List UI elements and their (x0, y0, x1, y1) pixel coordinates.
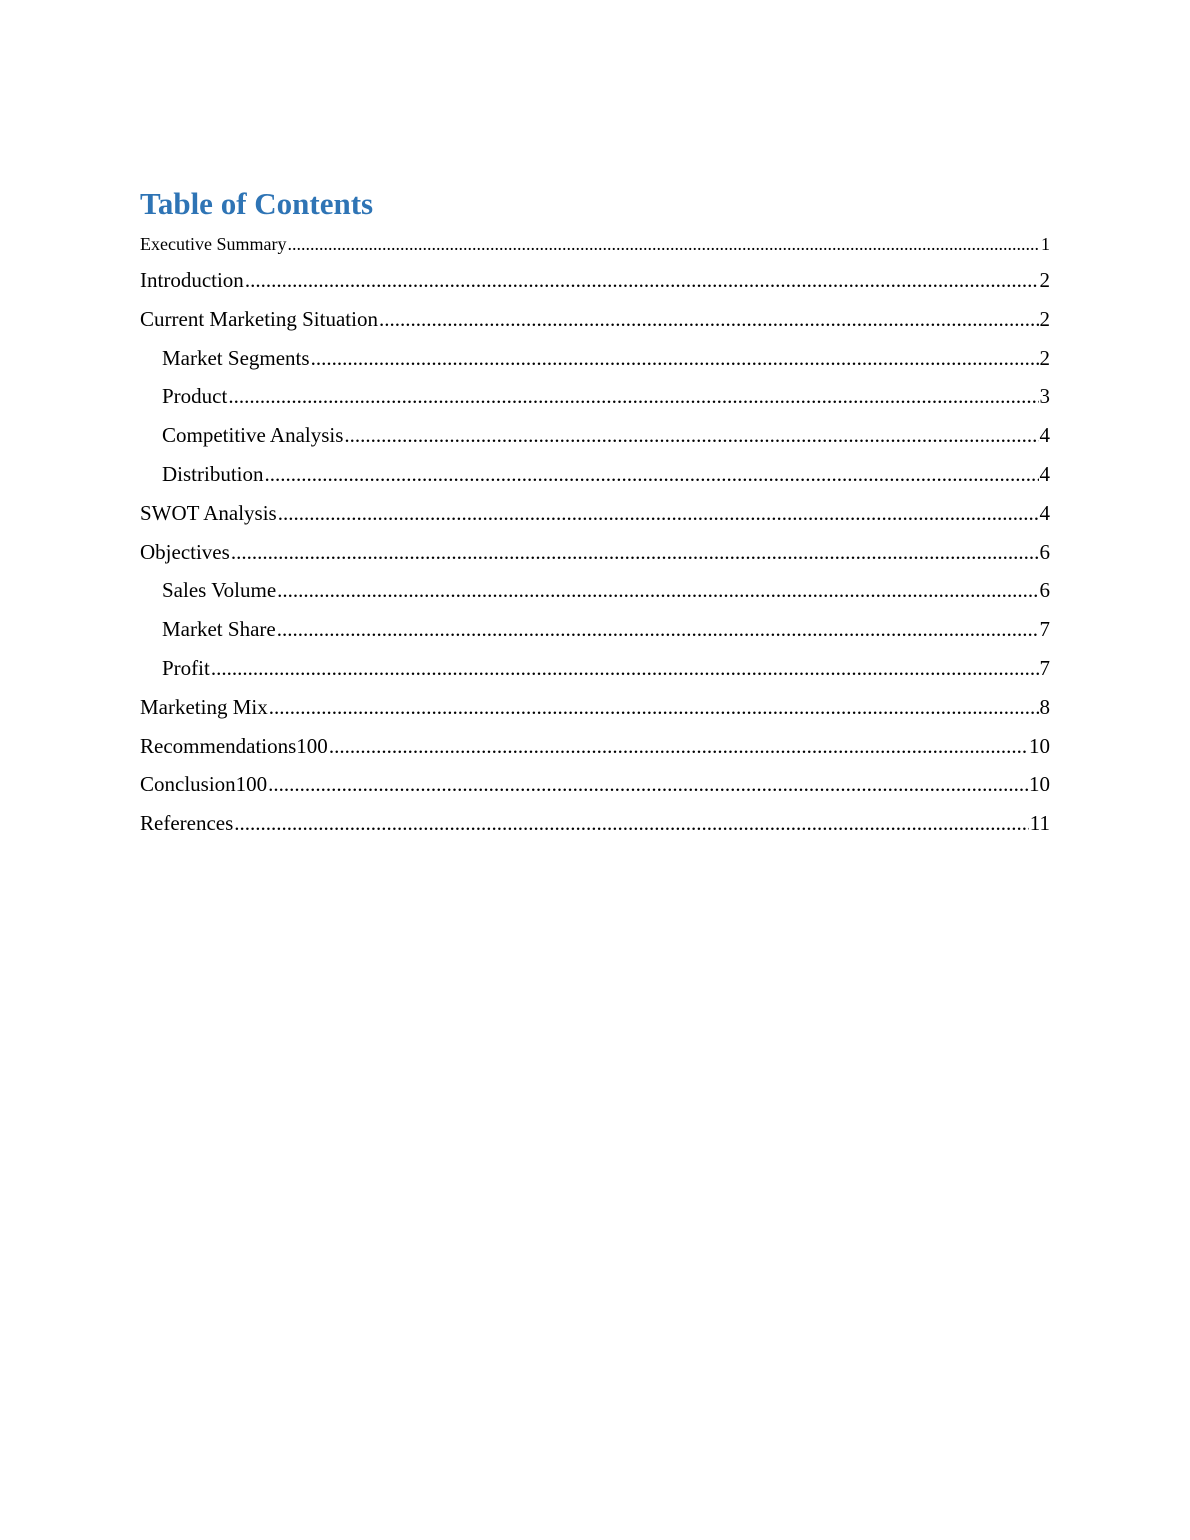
toc-page-number: 2 (1039, 268, 1050, 292)
toc-entry-profit[interactable] (140, 649, 1050, 688)
toc-entry-label: Sales Volume (162, 578, 277, 603)
toc-entry-label: Marketing Mix (140, 694, 268, 719)
toc-page-number: 6 (1039, 578, 1050, 603)
toc-page-number: 1 (1041, 234, 1050, 254)
toc-entry-label: Introduction (140, 268, 244, 292)
toc-leader-dots (265, 455, 1039, 494)
toc-entry-label: Competitive Analysis (162, 423, 344, 448)
toc-entry-swot-analysis[interactable] (140, 494, 1050, 533)
toc-entry-introduction[interactable] (140, 261, 1050, 300)
toc-page-number: 3 (1039, 384, 1050, 409)
toc-leader-dots (277, 610, 1039, 649)
toc-page-number: 7 (1039, 617, 1050, 642)
toc-page-number: 7 (1039, 655, 1050, 680)
toc-entry-sales-volume[interactable] (140, 571, 1050, 610)
toc-page-number: 6 (1039, 539, 1050, 564)
toc-entry-label: Conclusion100 (140, 772, 268, 797)
toc-entry-label: Executive Summary (140, 234, 287, 254)
toc-leader-dots (234, 804, 1028, 843)
toc-entry-label: Recommendations100 (140, 733, 328, 758)
toc-page-number: 4 (1039, 461, 1050, 486)
toc-entry-competitive-analysis[interactable] (140, 416, 1050, 455)
toc-page-number: 2 (1039, 345, 1050, 370)
toc-leader-dots (277, 571, 1038, 610)
toc-entry-label: Market Segments (162, 345, 310, 370)
toc-page-number: 8 (1039, 694, 1050, 719)
document-page (140, 185, 1050, 843)
toc-leader-dots (311, 339, 1039, 378)
toc-leader-dots (287, 227, 1040, 261)
toc-entry-references[interactable] (140, 804, 1050, 843)
toc-leader-dots (211, 649, 1039, 688)
toc-page-number: 4 (1039, 423, 1050, 448)
toc-title: Table of Contents (140, 186, 374, 221)
toc-entry-label: SWOT Analysis (140, 500, 277, 525)
toc-leader-dots (228, 377, 1038, 416)
toc-leader-dots (268, 765, 1028, 804)
toc-entry-executive-summary[interactable] (140, 227, 1050, 261)
toc-leader-dots (245, 261, 1039, 300)
toc-leader-dots (344, 416, 1038, 455)
toc-entry-conclusion[interactable] (140, 765, 1050, 804)
toc-entry-label: Current Marketing Situation (140, 306, 378, 331)
toc-page-number: 10 (1029, 733, 1050, 758)
toc-page-number: 2 (1039, 306, 1050, 331)
toc-leader-dots (231, 533, 1039, 572)
toc-entry-market-share[interactable] (140, 610, 1050, 649)
toc-page-number: 11 (1029, 811, 1050, 836)
toc-entry-label: Objectives (140, 539, 230, 564)
toc-leader-dots (379, 300, 1039, 339)
toc-list (140, 227, 1050, 843)
toc-leader-dots (269, 688, 1039, 727)
toc-entry-recommendations[interactable] (140, 727, 1050, 766)
toc-entry-label: Profit (162, 655, 210, 680)
toc-entry-distribution[interactable] (140, 455, 1050, 494)
toc-entry-label: Distribution (162, 461, 264, 486)
toc-entry-objectives[interactable] (140, 533, 1050, 572)
toc-leader-dots (278, 494, 1039, 533)
toc-entry-marketing-mix[interactable] (140, 688, 1050, 727)
toc-entry-label: References (140, 811, 234, 836)
toc-entry-label: Market Share (162, 617, 276, 642)
toc-leader-dots (329, 727, 1028, 766)
toc-page-number: 4 (1039, 500, 1050, 525)
toc-page-number: 10 (1029, 772, 1050, 797)
toc-entry-product[interactable] (140, 377, 1050, 416)
toc-entry-current-marketing-situation[interactable] (140, 300, 1050, 339)
toc-entry-label: Product (162, 384, 228, 409)
toc-entry-market-segments[interactable] (140, 339, 1050, 378)
